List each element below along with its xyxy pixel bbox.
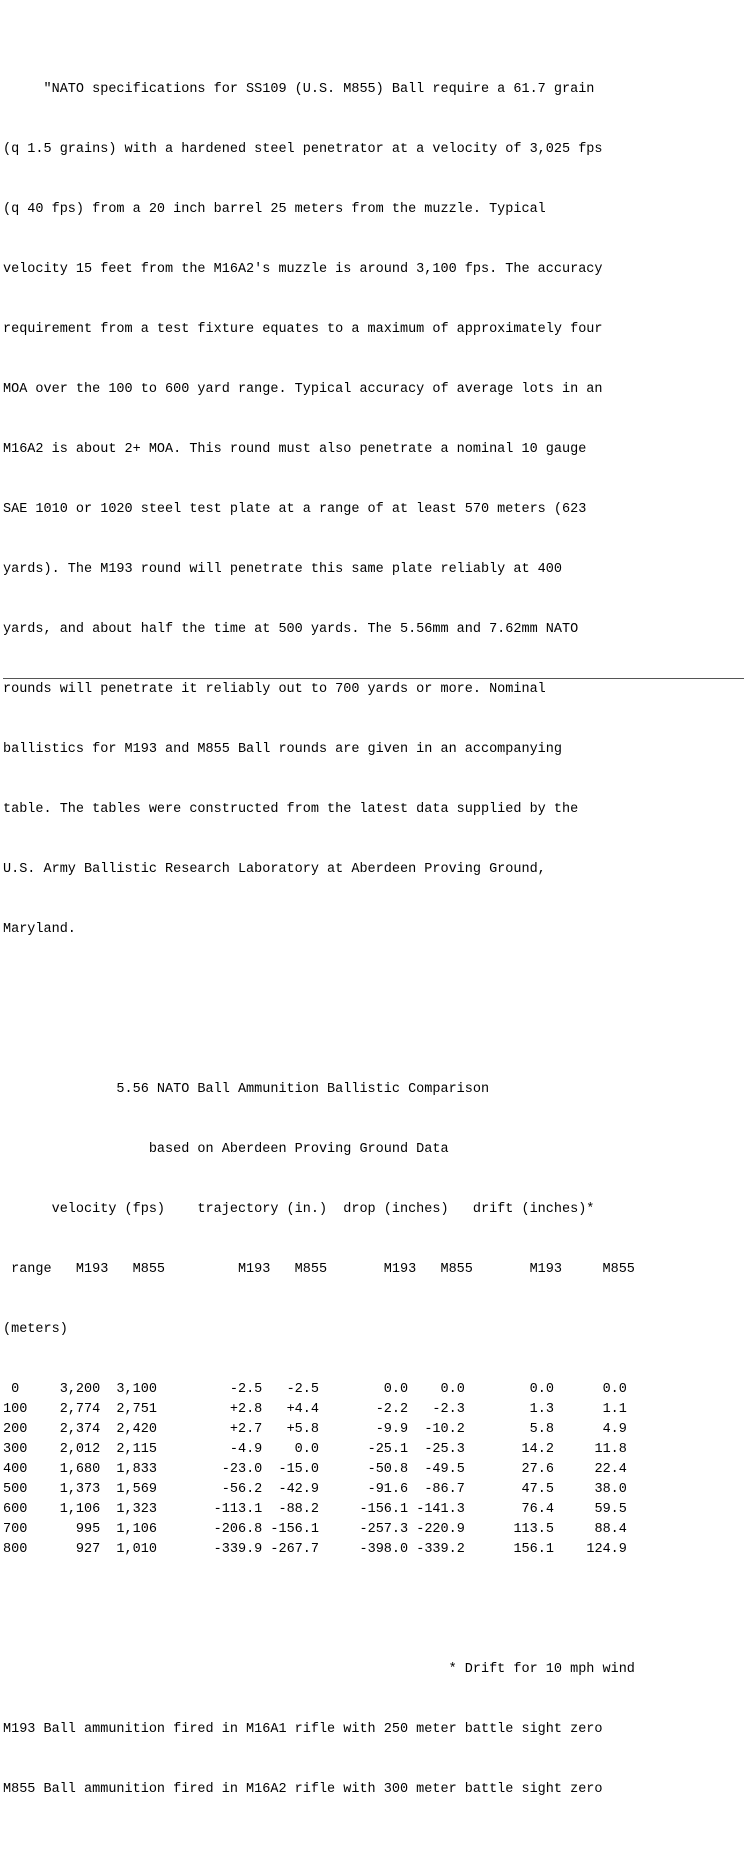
table-cell-vel-m193: 3,200 (27, 1382, 101, 1397)
table-cell-traj-m855: -15.0 (262, 1462, 319, 1477)
table-cell-drop-m855: -25.3 (408, 1442, 465, 1457)
table-cell-traj-m193: -2.5 (156, 1382, 263, 1397)
table-cell-drift-m855: 59.5 (553, 1502, 627, 1517)
paragraph-line: MOA over the 100 to 600 yard range. Typical accuracy of average lots in an (3, 382, 603, 397)
table-subtitle: based on Aberdeen Proving Ground Data (3, 1142, 449, 1157)
table-cell-drop-m193: -25.1 (319, 1442, 409, 1457)
table-cell-vel-m193: 995 (27, 1522, 101, 1537)
table-cell-drop-m855: -220.9 (408, 1522, 465, 1537)
table-cell-drift-m193: 113.5 (464, 1522, 554, 1537)
table-row-spacer (3, 1600, 744, 1620)
table-cell-traj-m193: +2.7 (156, 1422, 263, 1437)
table-row (3, 1460, 744, 1480)
paragraph-line: U.S. Army Ballistic Research Laboratory at Aberdeen Proving Ground, (3, 862, 546, 877)
table-cell-drift-m855: 88.4 (553, 1522, 627, 1537)
drift-footnote: * Drift for 10 mph wind (3, 1662, 635, 1677)
m855-footnote: M855 Ball ammunition fired in M16A2 rifle with 300 meter battle sight zero (3, 1782, 603, 1797)
table-row (3, 1480, 744, 1500)
paragraph-line: yards). The M193 round will penetrate this same plate reliably at 400 (3, 562, 562, 577)
table-cell-drop-m193: -91.6 (319, 1482, 409, 1497)
table-cell-traj-m855: -156.1 (262, 1522, 319, 1537)
table-cell-vel-m855: 1,323 (100, 1502, 157, 1517)
table-cell-vel-m855: 2,115 (100, 1442, 157, 1457)
table-cell-range: 0 (3, 1382, 28, 1397)
table-cell-vel-m193: 2,012 (27, 1442, 101, 1457)
table-cell-range: 300 (3, 1442, 28, 1457)
table-cell-drop-m855: -86.7 (408, 1482, 465, 1497)
table-cell-traj-m855: -88.2 (262, 1502, 319, 1517)
table-cell-drop-m855: -10.2 (408, 1422, 465, 1437)
table-cell-range: 800 (3, 1542, 28, 1557)
table-cell-traj-m193: -339.9 (156, 1542, 263, 1557)
table-cell-vel-m855: 1,833 (100, 1462, 157, 1477)
table-cell-drop-m193: -156.1 (319, 1502, 409, 1517)
table-cell-vel-m855: 1,569 (100, 1482, 157, 1497)
table-cell-drift-m193: 14.2 (464, 1442, 554, 1457)
table-row (3, 1520, 744, 1540)
table-header-columns: range M193 M855 M193 M855 M193 M855 M193 M855 (3, 1262, 635, 1277)
table-cell-range: 400 (3, 1462, 28, 1477)
table-cell-traj-m193: -113.1 (156, 1502, 263, 1517)
table-cell-traj-m193: -206.8 (156, 1522, 263, 1537)
table-row (3, 1380, 744, 1400)
table-cell-vel-m855: 1,010 (100, 1542, 157, 1557)
table-cell-drop-m855: -2.3 (408, 1402, 465, 1417)
table-cell-drop-m193: 0.0 (319, 1382, 409, 1397)
table-header-units: (meters) (3, 1322, 68, 1337)
table-row (3, 1540, 744, 1560)
table-cell-vel-m193: 1,106 (27, 1502, 101, 1517)
ballistics-table (3, 1040, 744, 1840)
m193-footnote: M193 Ball ammunition fired in M16A1 rifle with 250 meter battle sight zero (3, 1722, 603, 1737)
table-cell-drift-m193: 27.6 (464, 1462, 554, 1477)
table-cell-traj-m855: +5.8 (262, 1422, 319, 1437)
table-header-groups: velocity (fps) trajectory (in.) drop (inches) drift (inches)* (3, 1202, 595, 1217)
paragraph-line: (q 1.5 grains) with a hardened steel penetrator at a velocity of 3,025 fps (3, 142, 603, 157)
table-cell-drift-m193: 1.3 (464, 1402, 554, 1417)
table-cell-drift-m855: 38.0 (553, 1482, 627, 1497)
table-cell-drop-m855: 0.0 (408, 1382, 465, 1397)
table-cell-drop-m193: -50.8 (319, 1462, 409, 1477)
table-cell-vel-m193: 1,373 (27, 1482, 101, 1497)
table-cell-drop-m193: -398.0 (319, 1542, 409, 1557)
table-cell-vel-m193: 927 (27, 1542, 101, 1557)
table-cell-drift-m193: 47.5 (464, 1482, 554, 1497)
paragraph-line: "NATO specifications for SS109 (U.S. M855) Ball require a 61.7 grain (3, 82, 595, 97)
table-cell-drift-m855: 22.4 (553, 1462, 627, 1477)
paragraph-line: SAE 1010 or 1020 steel test plate at a range of at least 570 meters (623 (3, 502, 587, 517)
table-cell-drop-m855: -49.5 (408, 1462, 465, 1477)
table-cell-range: 500 (3, 1482, 28, 1497)
paragraph-line: requirement from a test fixture equates to a maximum of approximately four (3, 322, 603, 337)
table-rows (3, 1380, 744, 1560)
table-cell-drift-m193: 156.1 (464, 1542, 554, 1557)
table-cell-vel-m193: 2,374 (27, 1422, 101, 1437)
table-row (3, 1440, 744, 1460)
paragraph-line: rounds will penetrate it reliably out to 700 yards or more. Nominal (3, 682, 546, 697)
table-cell-drift-m855: 0.0 (553, 1382, 627, 1397)
table-title: 5.56 NATO Ball Ammunition Ballistic Comparison (3, 1082, 490, 1097)
intro-paragraph (3, 40, 744, 980)
horizontal-rule (3, 678, 744, 679)
table-cell-traj-m855: -42.9 (262, 1482, 319, 1497)
table-cell-drift-m855: 124.9 (553, 1542, 627, 1557)
table-row (3, 1400, 744, 1420)
table-cell-range: 600 (3, 1502, 28, 1517)
table-cell-vel-m855: 3,100 (100, 1382, 157, 1397)
table-cell-range: 100 (3, 1402, 28, 1417)
table-cell-drop-m193: -9.9 (319, 1422, 409, 1437)
table-cell-drift-m193: 0.0 (464, 1382, 554, 1397)
table-cell-drop-m193: -257.3 (319, 1522, 409, 1537)
table-row (3, 1420, 744, 1440)
table-cell-traj-m855: -267.7 (262, 1542, 319, 1557)
table-cell-drift-m855: 1.1 (553, 1402, 627, 1417)
table-cell-range: 700 (3, 1522, 28, 1537)
table-cell-vel-m193: 2,774 (27, 1402, 101, 1417)
table-cell-vel-m855: 2,420 (100, 1422, 157, 1437)
table-cell-vel-m855: 1,106 (100, 1522, 157, 1537)
table-cell-traj-m193: -23.0 (156, 1462, 263, 1477)
table-cell-traj-m193: +2.8 (156, 1402, 263, 1417)
paragraph-line: M16A2 is about 2+ MOA. This round must also penetrate a nominal 10 gauge (3, 442, 587, 457)
table-cell-drift-m855: 11.8 (553, 1442, 627, 1457)
table-row (3, 1500, 744, 1520)
table-cell-drift-m193: 5.8 (464, 1422, 554, 1437)
table-cell-range: 200 (3, 1422, 28, 1437)
table-cell-vel-m855: 2,751 (100, 1402, 157, 1417)
table-cell-traj-m855: +4.4 (262, 1402, 319, 1417)
table-cell-traj-m855: 0.0 (262, 1442, 319, 1457)
paragraph-line: table. The tables were constructed from the latest data supplied by the (3, 802, 579, 817)
table-cell-traj-m193: -56.2 (156, 1482, 263, 1497)
table-cell-drop-m855: -141.3 (408, 1502, 465, 1517)
table-cell-drift-m855: 4.9 (553, 1422, 627, 1437)
table-cell-traj-m193: -4.9 (156, 1442, 263, 1457)
paragraph-line: (q 40 fps) from a 20 inch barrel 25 meters from the muzzle. Typical (3, 202, 546, 217)
table-cell-traj-m855: -2.5 (262, 1382, 319, 1397)
table-cell-drift-m193: 76.4 (464, 1502, 554, 1517)
paragraph-line: yards, and about half the time at 500 yards. The 5.56mm and 7.62mm NATO (3, 622, 579, 637)
paragraph-line: velocity 15 feet from the M16A2's muzzle is around 3,100 fps. The accuracy (3, 262, 603, 277)
table-cell-drop-m855: -339.2 (408, 1542, 465, 1557)
document-body (3, 0, 744, 1860)
paragraph-line: Maryland. (3, 922, 76, 937)
paragraph-line: ballistics for M193 and M855 Ball rounds are given in an accompanying (3, 742, 562, 757)
table-cell-drop-m193: -2.2 (319, 1402, 409, 1417)
table-cell-vel-m193: 1,680 (27, 1462, 101, 1477)
